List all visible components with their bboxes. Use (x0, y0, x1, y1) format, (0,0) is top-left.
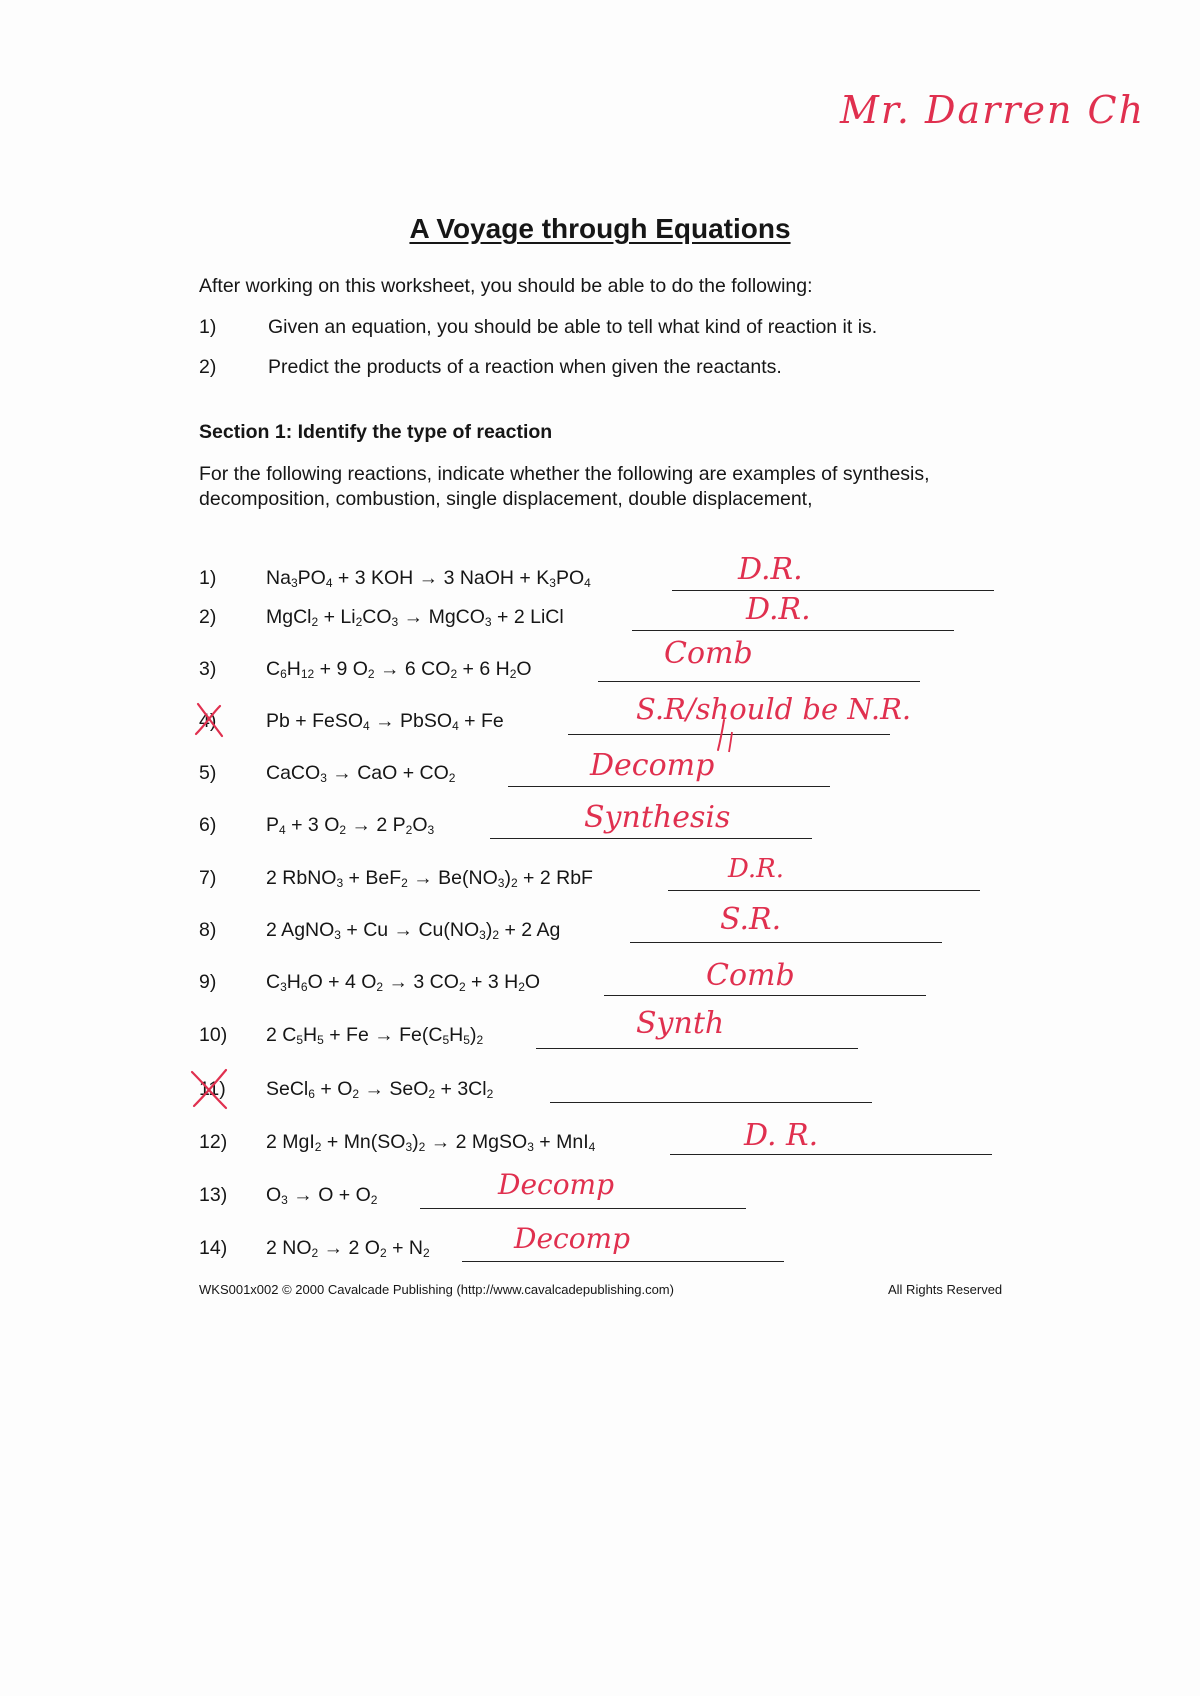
objective-text: Given an equation, you should be able to tell what kind of reaction it is. (268, 316, 878, 338)
handwritten-answer: S.R/should be N.R. (636, 692, 912, 726)
answer-line (568, 734, 890, 735)
handwritten-answer: Decomp (498, 1168, 615, 1201)
objective-number: 2) (199, 356, 217, 378)
handwritten-answer: Synth (636, 1006, 725, 1041)
answer-line (490, 838, 812, 839)
answer-line (604, 995, 926, 996)
question-number: 8) (199, 919, 217, 941)
worksheet-title: A Voyage through Equations (409, 213, 791, 244)
handwritten-answer: D.R. (728, 854, 785, 884)
footer-copyright: WKS001x002 © 2000 Cavalcade Publishing (http://www.cavalcadepublishing.com) (199, 1282, 674, 1297)
cross-mark-icon (190, 700, 230, 740)
question-equation: 2 $NO_2 \to 2$ $O_2 + N_2$ (266, 1237, 430, 1260)
question-number: 12) (199, 1131, 228, 1153)
handwritten-answer: Synthesis (584, 800, 731, 835)
answer-line (632, 630, 954, 631)
question-number: 3) (199, 658, 217, 680)
answer-line (536, 1048, 858, 1049)
answer-line (508, 786, 830, 787)
objective-number: 1) (199, 316, 217, 338)
question-equation: MgCl$_2$ + $Li_2CO_3$ → MgCO$_3$ + 2 LiCl (266, 606, 564, 629)
handwritten-answer: D.R. (738, 552, 803, 587)
question-equation: $P_4 + 3$ $O_2 \to 2$ $P_2O_3$ (266, 814, 435, 837)
question-equation: 2 $MgI_2 + Mn(SO_3)_2 \to 2$ MgSO$_3$ + MnI$_4$ (266, 1131, 596, 1154)
question-number: 14) (199, 1237, 228, 1259)
handwritten-answer: Comb (706, 958, 795, 993)
question-equation: $O_3 \to O + O_2$ (266, 1184, 378, 1207)
question-number: 6) (199, 814, 217, 836)
question-equation: 2 RbNO$_3$ + $BeF_2 \to Be(NO_3)_2 + 2$ RbF (266, 867, 593, 890)
handwritten-answer: Decomp (590, 748, 715, 783)
answer-line (670, 1154, 992, 1155)
answer-line (550, 1102, 872, 1103)
answer-line (598, 681, 920, 682)
handwritten-answer: D. R. (744, 1118, 819, 1153)
question-number: 7) (199, 867, 217, 889)
question-equation: SeCl$_6$ + $O_2 \to SeO_2 + 3Cl_2$ (266, 1078, 494, 1101)
section-instructions: For the following reactions, indicate whether the following are examples of synthesis, decomposition, combustion, single displacement, double displacement, (199, 463, 930, 510)
teacher-name-handwritten: Mr. Darren Ch (840, 88, 1146, 132)
answer-line (672, 590, 994, 591)
question-number: 13) (199, 1184, 228, 1206)
question-number: 2) (199, 606, 217, 628)
objective-text: Predict the products of a reaction when given the reactants. (268, 356, 782, 378)
question-number: 5) (199, 762, 217, 784)
intro-text: After working on this worksheet, you should be able to do the following: (199, 275, 813, 297)
question-number: 11) (199, 1078, 226, 1100)
answer-line (668, 890, 980, 891)
question-number: 1) (199, 567, 217, 589)
cross-mark-icon (186, 1064, 234, 1112)
footer-rights: All Rights Reserved (888, 1282, 1003, 1297)
question-number: 10) (199, 1024, 228, 1046)
answer-line (420, 1208, 746, 1209)
question-equation: CaCO$_3$ → CaO + $CO_2$ (266, 762, 456, 785)
question-number: 4) (199, 710, 217, 732)
question-equation: 2 AgNO$_3$ + $Cu \to Cu(NO_3)_2 + 2$ Ag (266, 919, 561, 942)
question-equation: $C_3H_6O + 4$ $O_2 \to 3$ $CO_2 + 3$ $H_2O$ (266, 971, 541, 994)
handwritten-answer: S.R. (720, 902, 782, 937)
question-equation: 2 $C_5H_5 + Fe \to Fe(C_5H_5)_2$ (266, 1024, 484, 1047)
handwritten-answer: D.R. (746, 592, 811, 627)
answer-line (462, 1261, 784, 1262)
question-equation: $C_6H_{12} + 9$ $O_2 \to 6$ $CO_2 + 6$ $H_2O$ (266, 658, 532, 681)
handwritten-answer: Comb (664, 636, 753, 671)
answer-line (630, 942, 942, 943)
question-number: 9) (199, 971, 217, 993)
question-equation: $Na_3PO_4 + 3$ KOH → 3 NaOH + $K_3PO_4$ (266, 567, 591, 590)
section-heading: Section 1: Identify the type of reaction (199, 421, 553, 443)
question-equation: Pb + FeSO$_4$ → PbSO$_4$ + Fe (266, 710, 504, 733)
handwritten-answer: Decomp (514, 1222, 631, 1255)
